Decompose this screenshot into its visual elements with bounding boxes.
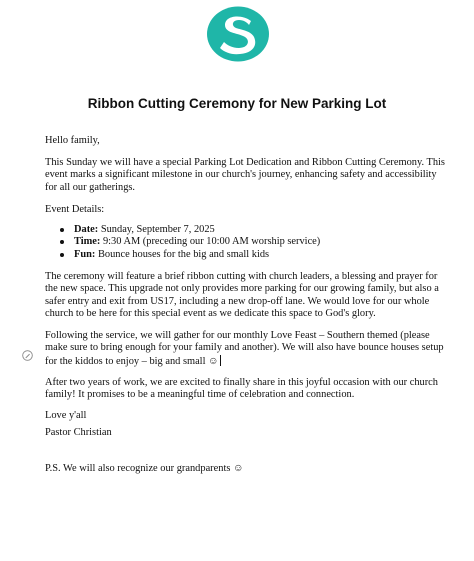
event-detail-label: Time: xyxy=(74,236,101,248)
s-logo-icon xyxy=(206,6,270,62)
event-detail-date xyxy=(45,224,445,236)
after-paragraph: After two years of work, we are excited to finally share in this joyful occasion with our church family! It promises to be a meaningful time of celebration and connection. xyxy=(45,377,438,401)
event-detail-time xyxy=(45,236,445,248)
text-cursor xyxy=(220,355,221,366)
event-detail-value: Bounce houses for the big and small kids xyxy=(95,248,270,260)
event-detail-label: Date: xyxy=(74,224,99,235)
closing-line: Love y'all xyxy=(45,410,87,421)
event-detail-label: Fun: xyxy=(74,248,96,260)
service-text: Following the service, we will gather for our monthly Love Feast – Southern themed (please make sure to bring enough for your family and another). We will also have bounce houses setup for the kiddos to enjoy – big and small ☺ xyxy=(45,330,444,367)
greeting: Hello family, xyxy=(45,135,100,146)
event-detail-value: Sunday, September 7, 2025 xyxy=(98,224,215,235)
postscript: P.S. We will also recognize our grandparents ☺ xyxy=(45,463,244,474)
signature: Pastor Christian xyxy=(45,427,112,438)
event-details-list xyxy=(45,224,445,261)
event-details-heading: Event Details: xyxy=(45,204,105,215)
document-title: Ribbon Cutting Ceremony for New Parking Lot xyxy=(87,96,387,111)
service-paragraph[interactable] xyxy=(45,330,445,368)
add-comment-icon[interactable] xyxy=(22,350,33,361)
event-detail-fun xyxy=(45,249,445,261)
event-detail-value: 9:30 AM (preceding our 10:00 AM worship service) xyxy=(100,236,321,248)
ceremony-paragraph: The ceremony will feature a brief ribbon cutting with church leaders, a blessing and prayer for the new space. This upgrade not only provides more parking for our growing family, but also a safer entry and exit from US17, including a new drop-off lane. We would love for our whole church to be here for this special event as we dedicate this space to God's glory. xyxy=(45,271,439,320)
intro-paragraph: This Sunday we will have a special Parking Lot Dedication and Ribbon Cutting Ceremony. This event marks a significant milestone in our church's journey, enhancing safety and accessibility for all our gatherings. xyxy=(45,157,445,193)
